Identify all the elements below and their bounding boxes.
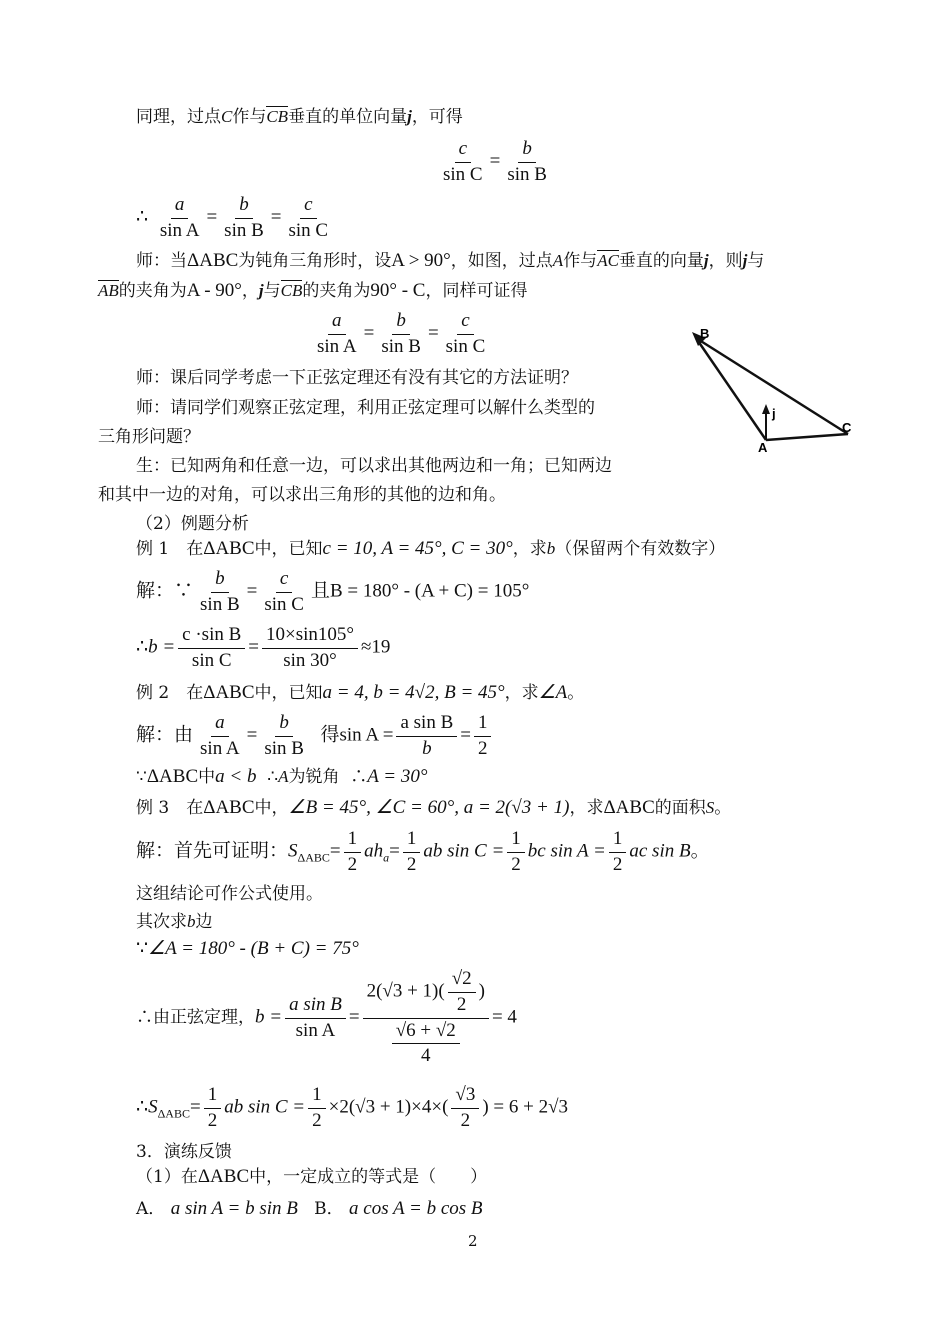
paragraph: 生：已知两角和任意一边，可以求出其他两边和一角；已知两边	[136, 456, 612, 476]
label-c: C	[842, 420, 852, 435]
paragraph: 师：请同学们观察正弦定理，利用正弦定理可以解什么类型的	[136, 398, 595, 418]
solution-3-side: ∴由正弦定理，b = $\frac{\text{a sin B}}{\text{sin A}}$ = 2(√3 + 1)( $\frac{√2}{2}$ ) $\frac{√6 + √2}{4}$ = 4	[136, 968, 517, 1067]
label-a: A	[758, 440, 768, 455]
example-3: 例 3 在ΔABC中，∠B = 45°, ∠C = 60°, a = 2(√3 + 1)，求ΔABC的面积S。	[136, 797, 732, 818]
solution-2-result: ∵ΔABC中a < b ∴A为锐角 ∴A = 30°	[136, 766, 428, 787]
solution-2: 解：由 $\frac{a}{\text{sin A}}$ = $\frac{b}{\text{sin B}}$ 得sin A = $\frac{\text{a sin B}}{b}$ = $\frac{1}{2}$	[136, 712, 494, 761]
solution-3: 解：首先可证明：$S_{\Delta ABC}=$ $\frac{1}{2}$ $ah_a=$ $\frac{1}{2}$ ab sin C = $\frac{1}{2}$ bc sin A = $\frac{1}{2}$ ac sin B。	[136, 828, 710, 875]
text-line: 同理，过点C作与CB垂直的单位向量j，可得	[136, 107, 463, 127]
paragraph: 和其中一边的对角，可以求出三角形的其他的边和角。	[98, 485, 506, 505]
page-number: 2	[468, 1232, 478, 1250]
question-options: A． a sin A = b sin B B． a cos A = b cos B	[136, 1198, 483, 1219]
solution-1: 解：∵ $\frac{b}{\text{sin B}}$ = $\frac{c}{\text{sin C}}$ 且B = 180° - (A + C) = 105°	[136, 568, 530, 615]
paragraph: 这组结论可作公式使用。	[136, 884, 323, 904]
text-line: AB的夹角为A - 90°，j与CB的夹角为90° - C，同样可证得	[98, 280, 528, 301]
triangle-figure	[678, 322, 868, 456]
section-heading: 3．演练反馈	[136, 1142, 232, 1162]
section-heading: （2）例题分析	[136, 514, 249, 534]
equation: $\frac{a}{\text{sin A}}$ = $\frac{b}{\text{sin B}}$ = $\frac{c}{\text{sin C}}$	[317, 310, 486, 357]
equation: ∵∠A = 180° - (B + C) = 75°	[136, 938, 359, 959]
label-j: j	[772, 406, 776, 421]
solution-1-result: ∴b = $\frac{\text{c ·sin B}}{\text{sin C}}$ = $\frac{10\times\sin 105^\circ}{\sin 30^\circ}$ ≈19	[136, 624, 391, 671]
paragraph: 三角形问题？	[98, 427, 200, 447]
equation: $\frac{c}{\text{sin C}}$ = $\frac{b}{\text{sin B}}$	[443, 138, 547, 185]
text-line: 师：当ΔABC为钝角三角形时，设A > 90°，如图，过点A作与AC垂直的向量j，则j与	[136, 250, 765, 271]
solution-3-area: $\therefore S_{\Delta ABC}=$ $\frac{1}{2}$ ab sin C = $\frac{1}{2}$ ×2(√3 + 1)×4×( $\frac{√3}{2}$ ) = 6 + 2√3	[136, 1084, 569, 1131]
example-2: 例 2 在ΔABC中，已知a = 4, b = 4√2, B = 45°，求∠A。	[136, 682, 585, 703]
paragraph: 师：课后同学考虑一下正弦定理还有没有其它的方法证明？	[136, 368, 578, 388]
question-1: （1）在ΔABC中，一定成立的等式是（ ）	[136, 1166, 488, 1187]
paragraph: 其次求b边	[136, 912, 213, 932]
vector-cb: CB	[266, 107, 289, 126]
example-1: 例 1 在ΔABC中，已知c = 10, A = 45°, C = 30°，求b（保留两个有效数字）	[136, 538, 726, 559]
equation: ∴ $\frac{a}{\text{sin A}}$ = $\frac{b}{\text{sin B}}$ = $\frac{c}{\text{sin C}}$	[136, 194, 329, 241]
label-b: B	[700, 326, 710, 341]
